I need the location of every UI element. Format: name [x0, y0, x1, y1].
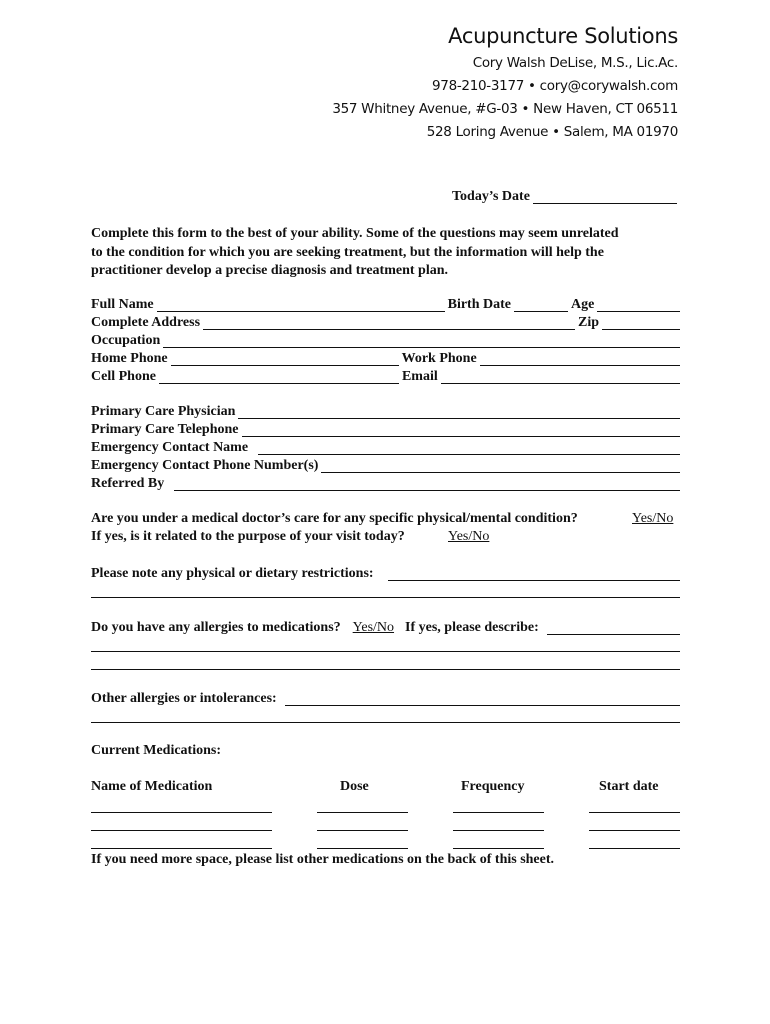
- letterhead: [332, 20, 678, 144]
- age-label: Age: [571, 297, 595, 312]
- occupation-label: Occupation: [91, 333, 161, 348]
- physician-phone-row: [91, 421, 680, 439]
- med-dose-field[interactable]: [317, 830, 408, 831]
- other-allergies-row: [91, 690, 680, 708]
- med-frequency-field[interactable]: [453, 812, 544, 813]
- restrictions-label: Please note any physical or dietary restrictions:: [91, 566, 374, 581]
- doctor-care-question: Are you under a medical doctor’s care for any specific physical/mental condition?: [91, 511, 578, 526]
- intro-line: practitioner develop a precise diagnosis and treatment plan.: [91, 263, 448, 278]
- emergency-name-label: Emergency Contact Name: [91, 440, 249, 455]
- physician-phone-field[interactable]: [242, 422, 680, 437]
- referred-by-field[interactable]: [174, 476, 680, 491]
- cell-phone-field[interactable]: [159, 369, 399, 384]
- restrictions-line-2[interactable]: [91, 597, 680, 598]
- physician-label: Primary Care Physician: [91, 404, 236, 419]
- full-name-field[interactable]: [157, 297, 445, 312]
- emergency-phone-label: Emergency Contact Phone Number(s): [91, 458, 319, 473]
- address-row: [91, 314, 680, 332]
- home-phone-label: Home Phone: [91, 351, 168, 366]
- referred-by-label: Referred By: [91, 476, 165, 491]
- col-frequency: Frequency: [461, 779, 525, 794]
- restrictions-row: [91, 565, 680, 583]
- med-frequency-field[interactable]: [453, 848, 544, 849]
- describe-label: If yes, please describe:: [405, 620, 539, 635]
- birth-date-field[interactable]: [514, 297, 568, 312]
- emergency-phone-row: [91, 457, 680, 475]
- med-name-field[interactable]: [91, 848, 272, 849]
- med-dose-field[interactable]: [317, 812, 408, 813]
- work-phone-field[interactable]: [480, 351, 680, 366]
- physician-phone-label: Primary Care Telephone: [91, 422, 239, 437]
- med-name-field[interactable]: [91, 830, 272, 831]
- doctor-care-yes-no[interactable]: Yes/No: [632, 511, 674, 526]
- full-name-row: [91, 296, 680, 314]
- referred-by-row: [91, 475, 680, 493]
- allergies-meds-label: Do you have any allergies to medications?: [91, 620, 341, 635]
- physician-field[interactable]: [238, 404, 680, 419]
- home-phone-field[interactable]: [171, 351, 399, 366]
- work-phone-label: Work Phone: [401, 351, 477, 366]
- med-dose-field[interactable]: [317, 848, 408, 849]
- full-name-label: Full Name: [91, 297, 154, 312]
- birth-date-label: Birth Date: [447, 297, 511, 312]
- emergency-phone-field[interactable]: [321, 458, 680, 473]
- related-question: If yes, is it related to the purpose of your visit today?: [91, 529, 405, 544]
- describe-line-3[interactable]: [91, 669, 680, 670]
- zip-field[interactable]: [602, 315, 680, 330]
- col-dose: Dose: [340, 779, 369, 794]
- intro-line: Complete this form to the best of your ability. Some of the questions may seem unrelated: [91, 226, 619, 241]
- zip-label: Zip: [578, 315, 600, 330]
- practitioner-name: Cory Walsh DeLise, M.S., Lic.Ac.: [472, 55, 678, 71]
- medications-footer-note: If you need more space, please list other medications on the back of this sheet.: [91, 852, 555, 867]
- col-start-date: Start date: [599, 779, 659, 794]
- physician-row: [91, 403, 680, 421]
- address-field[interactable]: [203, 315, 575, 330]
- related-yes-no[interactable]: Yes/No: [448, 529, 490, 544]
- contact-info: 978-210-3177 • cory@corywalsh.com: [431, 78, 678, 94]
- email-field[interactable]: [441, 369, 680, 384]
- cell-phone-label: Cell Phone: [91, 369, 156, 384]
- phone-row: [91, 350, 680, 368]
- todays-date-row: [452, 188, 680, 206]
- cell-email-row: [91, 368, 680, 386]
- other-allergies-label: Other allergies or intolerances:: [91, 691, 277, 706]
- intro-line: to the condition for which you are seeking treatment, but the information will help the: [91, 244, 604, 260]
- address-salem: 528 Loring Avenue • Salem, MA 01970: [426, 124, 678, 140]
- col-medication-name: Name of Medication: [91, 779, 213, 794]
- other-allergies-field[interactable]: [285, 691, 680, 706]
- med-name-field[interactable]: [91, 812, 272, 813]
- intro-paragraph: [91, 225, 691, 281]
- address-label: Complete Address: [91, 315, 201, 330]
- age-field[interactable]: [597, 297, 680, 312]
- restrictions-field[interactable]: [388, 566, 680, 581]
- med-frequency-field[interactable]: [453, 830, 544, 831]
- practice-name: Acupuncture Solutions: [448, 24, 678, 48]
- occupation-field[interactable]: [163, 333, 680, 348]
- emergency-name-field[interactable]: [258, 440, 680, 455]
- todays-date-field[interactable]: [533, 189, 677, 204]
- medications-heading: Current Medications:: [91, 743, 221, 758]
- other-allergies-line-2[interactable]: [91, 722, 680, 723]
- allergies-meds-row: [91, 619, 680, 637]
- med-start-field[interactable]: [589, 830, 680, 831]
- med-start-field[interactable]: [589, 812, 680, 813]
- describe-field[interactable]: [547, 620, 680, 635]
- email-label: Email: [401, 369, 438, 384]
- address-new-haven: 357 Whitney Avenue, #G-03 • New Haven, CT 06511: [332, 101, 678, 117]
- describe-line-2[interactable]: [91, 651, 680, 652]
- occupation-row: [91, 332, 680, 350]
- todays-date-label: Today’s Date: [452, 189, 530, 204]
- med-start-field[interactable]: [589, 848, 680, 849]
- allergies-meds-yes-no[interactable]: Yes/No: [352, 620, 395, 635]
- emergency-name-row: [91, 439, 680, 457]
